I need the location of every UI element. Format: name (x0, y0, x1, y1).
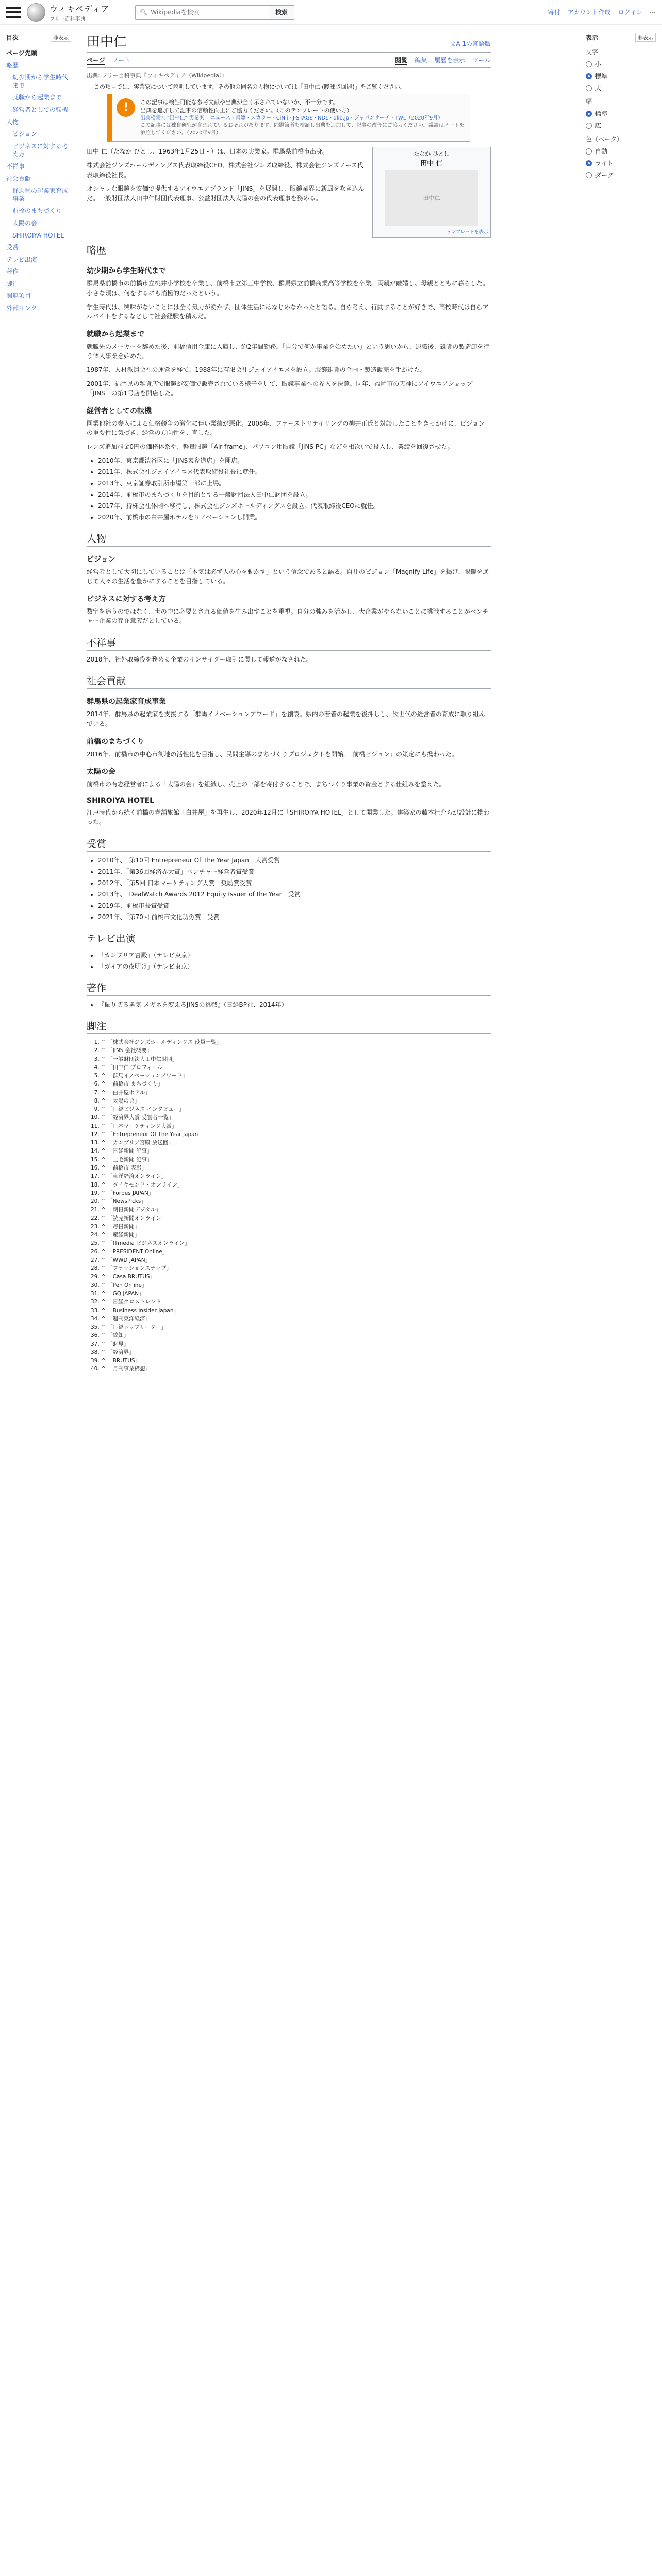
tab-talk[interactable]: ノート (112, 57, 131, 64)
award-item: • 2010年、「第10回 Entrepreneur Of The Year Japan」大賞受賞 (98, 856, 491, 865)
reference-item: 23. ^ 「毎日新聞」 (101, 1223, 491, 1231)
tab-edit[interactable]: 編集 (415, 57, 427, 64)
hatnote: この項目では、実業家について説明しています。その他の同名の人物については「田中仁 (曖昧さ回避)」をご覧ください。 (94, 83, 406, 90)
site-tagline: フリー百科事典 (49, 16, 86, 22)
reference-item: 22. ^ 「読売新聞オンライン」 (101, 1214, 491, 1223)
search-icon: 🔍︎ (140, 8, 148, 16)
reference-item: 15. ^ 「上毛新聞 記事」 (101, 1156, 491, 1164)
reference-item: 19. ^ 「Forbes JAPAN」 (101, 1189, 491, 1197)
site-name: ウィキペディア (49, 4, 110, 14)
timeline-item: • 2011年、株式会社ジェイアイエヌ代表取締役社長に就任。 (98, 467, 491, 477)
reference-item: 32. ^ 「日経クロストレンド」 (101, 1298, 491, 1306)
section-notes: 脚注 (87, 1019, 491, 1034)
reference-item: 2. ^ 「JINS 会社概要」 (101, 1046, 491, 1055)
section-books: 著作 (87, 980, 491, 996)
toc-item[interactable]: 不祥事 (6, 162, 25, 170)
toc-item[interactable]: 社会貢献 (6, 175, 31, 182)
reference-item: 3. ^ 「一般財団法人田中仁財団」 (101, 1055, 491, 1063)
toc-item[interactable]: 経営者としての転機 (12, 106, 69, 113)
tab-read[interactable]: 閲覧 (395, 56, 407, 65)
toc-item[interactable]: SHIROIYA HOTEL (12, 231, 64, 239)
reference-item: 30. ^ 「Pen Online」 (101, 1281, 491, 1290)
timeline-item: • 2014年、前橋市のまちづくりを目的とする一般財団法人田中仁財団を設立。 (98, 490, 491, 499)
radio-icon (586, 148, 592, 155)
award-item: • 2019年、前橋市長賞受賞 (98, 901, 491, 910)
references-list (101, 1038, 491, 1374)
radio-label: 標準 (595, 73, 608, 80)
personal-tools (548, 8, 656, 16)
login-link[interactable]: ログイン (618, 9, 642, 16)
youth-paragraph-1: 群馬県前橋市の前橋市立桃井小学校を卒業し、前橋市立第三中学校、群馬県立前橋商業高等学校を卒業。両親が離婚し、母親とともに暮らした。小さな頃は、何をするにも消極的だったという。 (87, 280, 489, 297)
reference-item: 20. ^ 「NewsPicks」 (101, 1197, 491, 1206)
main-content (77, 25, 500, 1379)
books-list (98, 1000, 491, 1009)
award-item: • 2021年、「第70回 前橋市文化功労賞」受賞 (98, 912, 491, 922)
toc-item[interactable]: 受賞 (6, 244, 19, 251)
reference-item: 38. ^ 「経済界」 (101, 1348, 491, 1357)
career-paragraph-1: 就職先のメーカーを辞めた後、前橋信用金庫に入庫し、約2年間勤務。「自分で何か事業を始めたい」という思いから、退職後、雑貨の製造卸を行う個人事業を始めた。 (87, 343, 490, 360)
search-input[interactable] (135, 5, 269, 20)
tab-tools[interactable]: ツール (472, 57, 491, 64)
section-person: 人物 (87, 531, 491, 547)
text-size-option[interactable] (586, 58, 656, 70)
tab-page[interactable]: ページ (87, 56, 105, 65)
tab-history[interactable]: 履歴を表示 (434, 57, 466, 64)
section-award: 受賞 (87, 836, 491, 852)
radio-label: 自動 (595, 148, 608, 155)
page-title-text: 田中仁 (87, 34, 127, 49)
reference-item: 29. ^ 「Casa BRUTUS」 (101, 1273, 491, 1281)
radio-icon (586, 61, 592, 67)
reference-item: 4. ^ 「田中仁 プロフィール」 (101, 1063, 491, 1072)
toc-item[interactable]: 人物 (6, 118, 19, 126)
radio-icon (586, 111, 592, 117)
reference-item: 14. ^ 「日経新聞 記事」 (101, 1147, 491, 1155)
toc-item[interactable]: 就職から起業まで (12, 94, 62, 101)
section-shiroiya: SHIROIYA HOTEL (87, 796, 155, 805)
notice-line-1: この記事は検証可能な参考文献や出典が全く示されていないか、不十分です。 (140, 99, 339, 106)
infobox-kana: たなか ひとし (413, 150, 450, 158)
scandal-paragraph: 2018年、社外取締役を務める企業のインサイダー取引に関して報道がなされた。 (87, 655, 312, 663)
text-size-label: 文字 (586, 48, 599, 56)
donate-link[interactable]: 寄付 (548, 9, 560, 16)
turn-paragraph-2: レンズ追加料金0円の価格体系や、軽量眼鏡「Air frame」、パソコン用眼鏡「JINS PC」などを相次いで投入し、業績を回復させた。 (87, 443, 454, 450)
book-item: • 『振り切る勇気 メガネを変えるJINSの挑戦』（日経BP社、2014年） (98, 1000, 491, 1009)
site-header (0, 0, 662, 25)
wikipedia-globe-icon (27, 3, 45, 22)
template-link[interactable]: テンプレートを表示 (446, 230, 488, 235)
page-tabs (87, 53, 491, 68)
timeline-item: • 2017年、持株会社体制へ移行し、株式会社ジンズホールディングスを設立。代表取締役CEOに就任。 (98, 501, 491, 511)
notice-line-3: この記事には独自研究が含まれているおそれがあります。問題箇所を検証し出典を追加して、記事の改善にご協力ください。議論はノートを参照してください。（2020年9月） (140, 123, 465, 136)
color-option[interactable] (586, 157, 656, 169)
shiroiya-paragraph: 江戸時代から続く前橋の老舗旅館「白井屋」を再生し、2020年12月に「SHIROIYA HOTEL」として開業した。建築家の藤本壮介らが設計に携わった。 (87, 808, 490, 826)
page-title (87, 31, 491, 53)
search-button[interactable]: 検索 (269, 5, 294, 20)
section-social: 社会貢献 (87, 673, 491, 689)
vision-paragraph: 経営者として大切にしていることは「本気は必ず人の心を動かす」という信念であると語る。自社のビジョン「Magnify Life」を掲げ、眼鏡を通じて人々の生活を豊かにすることを目指している。 (87, 568, 489, 585)
width-option[interactable] (586, 108, 656, 120)
lead-paragraph-2: 株式会社ジンズホールディングス代表取締役CEO、株式会社ジンズ取締役、株式会社ジンズノース代表取締役社長。 (87, 161, 363, 179)
search-form (135, 5, 294, 20)
reference-item: 28. ^ 「ファッションスナップ」 (101, 1264, 491, 1273)
award-item: • 2013年、「DealWatch Awards 2012 Equity Issuer of the Year」受賞 (98, 890, 491, 899)
section-youth: 幼少期から学生時代まで (87, 267, 166, 276)
infobox (372, 147, 491, 238)
reference-item: 7. ^ 「白井屋ホテル」 (101, 1089, 491, 1097)
reference-item: 35. ^ 「日経トップリーダー」 (101, 1323, 491, 1331)
radio-label: 標準 (595, 110, 608, 117)
toc-item[interactable]: ページ先頭 (6, 49, 37, 57)
table-of-contents (0, 25, 77, 1379)
section-turn: 経営者としての転機 (87, 406, 152, 415)
toc-item[interactable]: 太陽の会 (12, 219, 38, 227)
toc-header (6, 33, 71, 44)
reference-item: 17. ^ 「東洋経済オンライン」 (101, 1172, 491, 1180)
radio-label: ライト (595, 160, 614, 167)
reference-item: 25. ^ 「ITmedia ビジネスオンライン」 (101, 1239, 491, 1247)
reference-item: 24. ^ 「産経新聞」 (101, 1231, 491, 1239)
search-placeholder: Wikipediaを検索 (151, 9, 200, 16)
toc-item[interactable]: ビジネスに対する考え方 (12, 142, 68, 158)
reference-item: 5. ^ 「群馬イノベーションアワード」 (101, 1072, 491, 1080)
reference-item: 10. ^ 「経済界大賞 受賞者一覧」 (101, 1113, 491, 1122)
reference-item: 13. ^ 「カンブリア宮殿 放送回」 (101, 1139, 491, 1147)
section-vision: ビジョン (87, 555, 115, 564)
source-search-links[interactable]: 出典検索?: "田中仁" 実業家 – ニュース · 書籍 · スカラー · CiNii · J-STAGE · NDL · dlib.jp · ジャパンサーチ · TWL（2020年9月） (140, 115, 443, 121)
reference-item: 34. ^ 「週刊東洋経済」 (101, 1315, 491, 1323)
radio-label: 広 (595, 122, 602, 129)
maintenance-notice (107, 94, 470, 142)
reference-item: 9. ^ 「日経ビジネス インタビュー」 (101, 1105, 491, 1113)
section-scandal: 不祥事 (87, 635, 491, 651)
reference-item: 18. ^ 「ダイヤモンド・オンライン」 (101, 1181, 491, 1189)
toc-item[interactable]: テレビ出演 (6, 256, 37, 263)
radio-icon (586, 73, 592, 79)
awards-list (98, 856, 491, 922)
toc-item[interactable]: 略歴 (6, 61, 19, 69)
color-label: 色（ベータ） (586, 135, 623, 143)
toc-item[interactable]: 群馬県の起業家育成事業 (12, 187, 69, 202)
infobox-name: 田中 仁 (420, 160, 443, 168)
section-maebashi: 前橋のまちづくり (87, 737, 144, 746)
section-tv: テレビ出演 (87, 931, 491, 946)
text-size-option[interactable] (586, 70, 656, 82)
site-sub: 出典: フリー百科事典『ウィキペディア（Wikipedia）』 (87, 72, 228, 79)
appearance-title: 表示 (586, 34, 599, 41)
create-account-link[interactable]: アカウント作成 (567, 9, 611, 16)
toc-title: 目次 (6, 34, 19, 41)
appearance-panel (580, 25, 662, 1379)
main-menu-icon[interactable] (6, 7, 21, 18)
infobox-photo[interactable] (385, 170, 478, 226)
color-option[interactable] (586, 145, 656, 157)
appearance-header (586, 33, 656, 44)
toc-item[interactable]: 脚注 (6, 280, 19, 287)
reference-item: 8. ^ 「太陽の会」 (101, 1097, 491, 1105)
toc-item[interactable]: 著作 (6, 268, 19, 276)
taiyo-paragraph: 前橋市の有志経営者による「太陽の会」を組織し、売上の一部を寄付することで、まちづくり事業の資金とする仕組みを整えた。 (87, 781, 445, 788)
reference-item: 27. ^ 「WWD JAPAN」 (101, 1256, 491, 1264)
tv-list (98, 951, 491, 971)
more-icon[interactable]: ⋯ (650, 8, 656, 16)
section-bio: 略歴 (87, 243, 491, 258)
reference-item: 33. ^ 「Business Insider Japan」 (101, 1307, 491, 1315)
infobox-photo-alt: 田中仁 (423, 195, 440, 202)
toc-item[interactable]: 関連項目 (6, 292, 31, 300)
timeline-item: • 2020年、前橋市の白井屋ホテルをリノベーションし開業。 (98, 513, 491, 522)
timeline-list (98, 456, 491, 522)
width-label: 幅 (586, 98, 592, 105)
section-gunma: 群馬県の起業家育成事業 (87, 698, 166, 706)
warning-icon: ! (117, 98, 135, 117)
appearance-hide-button[interactable]: 非表示 (635, 33, 656, 42)
radio-label: ダーク (595, 172, 614, 179)
tv-item: • 「ガイアの夜明け」（テレビ東京） (98, 962, 491, 971)
language-button[interactable]: 文A 1の言語版 (450, 40, 491, 47)
notice-line-2: 出典を追加して記事の信頼性向上にご協力ください。（このテンプレートの使い方） (140, 107, 353, 114)
radio-icon (586, 160, 592, 166)
toc-item[interactable]: 幼少期から学生時代まで (12, 74, 69, 89)
reference-item: 26. ^ 「PRESIDENT Online」 (101, 1248, 491, 1256)
width-option[interactable] (586, 120, 656, 131)
reference-item: 39. ^ 「BRUTUS」 (101, 1357, 491, 1365)
toc-item[interactable]: 前橋のまちづくり (12, 207, 62, 215)
reference-item: 37. ^ 「財界」 (101, 1340, 491, 1348)
toc-hide-button[interactable]: 非表示 (51, 33, 71, 42)
gunma-paragraph: 2014年、群馬県の起業家を支援する「群馬イノベーションアワード」を創設。県内の若者の起業を後押しし、次世代の経営者の育成に取り組んでいる。 (87, 710, 485, 728)
award-item: • 2012年、「第5回 日本マーケティング大賞」奨励賞受賞 (98, 878, 491, 888)
reference-item: 1. ^ 「株式会社ジンズホールディングス 役員一覧」 (101, 1038, 491, 1046)
toc-item[interactable]: 外部リンク (6, 304, 37, 312)
reference-item: 31. ^ 「GQ JAPAN」 (101, 1290, 491, 1298)
lead-paragraph-1: 田中 仁（たなか ひとし、1963年1月25日 - ）は、日本の実業家。群馬県前橋市出身。 (87, 148, 329, 156)
timeline-item: • 2013年、東京証券取引所市場第一部に上場。 (98, 479, 491, 488)
radio-label: 小 (595, 61, 602, 68)
reference-item: 12. ^ 「Entrepreneur Of The Year Japan」 (101, 1130, 491, 1139)
radio-label: 大 (595, 84, 602, 92)
award-item: • 2011年、「第36回経済界大賞」ベンチャー経営者賞受賞 (98, 867, 491, 876)
section-career: 就職から起業まで (87, 330, 144, 338)
radio-icon (586, 172, 592, 178)
timeline-item: • 2010年、東京都渋谷区に「JINS表参道店」を開店。 (98, 456, 491, 465)
radio-icon (586, 123, 592, 129)
tv-item: • 「カンブリア宮殿」（テレビ東京） (98, 951, 491, 960)
color-option[interactable] (586, 169, 656, 181)
career-paragraph-2: 1987年、人材派遣会社の運営を経て、1988年に有限会社ジェイアイエヌを設立。服飾雑貨の企画・製造販売を手がけた。 (87, 366, 426, 374)
youth-paragraph-2: 学生時代は、興味がないことには全く気力が湧かず、団体生活にはなじめなかったと語る。自ら考え、行動することが好きで、高校時代は自らアルバイトをするなどして社会経験を積んだ。 (87, 303, 489, 320)
section-biz: ビジネスに対する考え方 (87, 595, 166, 603)
reference-item: 6. ^ 「前橋市 まちづくり」 (101, 1080, 491, 1088)
reference-item: 11. ^ 「日本マーケティング大賞」 (101, 1122, 491, 1130)
reference-item: 21. ^ 「朝日新聞デジタル」 (101, 1206, 491, 1214)
reference-item: 40. ^ 「月刊事業構想」 (101, 1365, 491, 1373)
radio-icon (586, 85, 592, 91)
maebashi-paragraph: 2016年、前橋市の中心市街地の活性化を目指し、民間主導のまちづくりプロジェクトを開始。「前橋ビジョン」の策定にも携わった。 (87, 750, 458, 758)
text-size-option[interactable] (586, 82, 656, 94)
site-logo[interactable] (27, 3, 135, 22)
reference-item: 16. ^ 「前橋市 表彰」 (101, 1164, 491, 1172)
toc-item[interactable]: ビジョン (12, 130, 37, 138)
reference-item: 36. ^ 「致知」 (101, 1331, 491, 1340)
career-paragraph-3: 2001年、福岡県の雑貨店で眼鏡が安価で販売されている様子を見て、眼鏡事業への参入を決意。同年、福岡市の天神にアイウエアショップ「JINS」の第1号店を開店した。 (87, 380, 473, 397)
section-taiyo: 太陽の会 (87, 768, 115, 776)
biz-paragraph: 数字を追うのではなく、世の中に必要とされる価値を生み出すことを重視。自分の強みを活かし、大企業がやらないことに挑戦することがベンチャー企業の存在意義だとしている。 (87, 607, 489, 625)
lead-paragraph-3: オシャレな眼鏡を安価で提供するアイウエアブランド「JINS」を展開し、眼鏡業界に新風を吹き込んだ。一般財団法人田中仁財団代表理事、公益財団法人太陽の会の代表理事を務める。 (87, 185, 365, 202)
turn-paragraph-1: 同業他社の参入による価格競争の激化に伴い業績が悪化。2008年、ファーストリテイリングの柳井正氏と対談したことをきっかけに、ビジョンの重要性に気づき、経営の方向性を見直した。 (87, 419, 485, 437)
